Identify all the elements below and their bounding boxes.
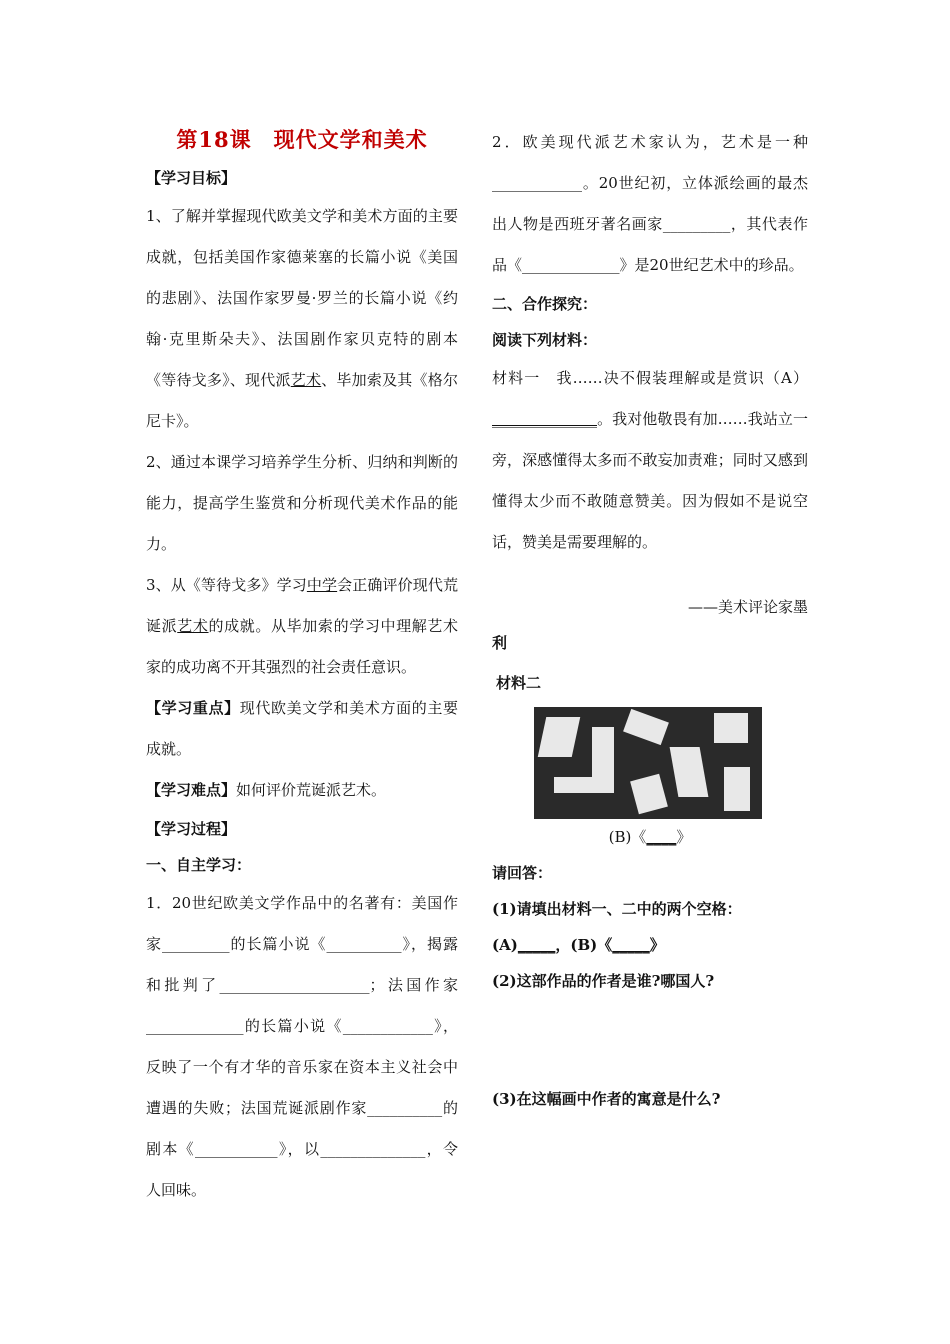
link-art[interactable]: 艺术	[290, 371, 322, 389]
self-study-heading: 一、自主学习：	[146, 856, 252, 874]
goal-1: 1、了解并掌握现代欧美文学和美术方面的主要成就，包括美国作家德莱塞的长篇小说《美国的悲剧》、法国作家罗曼·罗兰的长篇小说《约翰·克里斯朵夫》、法国剧作家贝克特的剧本《等待戈多》、现代派艺术、毕加索及其《格尔尼卡》。	[146, 207, 458, 430]
coop-heading: 二、合作探究：	[492, 295, 598, 313]
guernica-image	[534, 707, 762, 819]
read-instruction: 阅读下列材料：	[492, 331, 598, 349]
answer-prompt: 请回答：	[492, 864, 553, 882]
material-2-label: 材料二	[496, 674, 542, 692]
difficulty: 【学习难点】如何评价荒诞派艺术。	[146, 781, 387, 799]
answer-1: (1)请填出材料一、二中的两个空格：	[492, 900, 742, 918]
question-1: 1．20世纪欧美文学作品中的名著有：美国作家_________的长篇小说《__________》，揭露和批判了____________________；法国作家_____________的长篇小说《____________》，反映了一个有才华的音乐家在资本主义社会中遭遇的失败；法国荒诞派剧作家__________的剧本《___________》，以______________，令人回味。	[146, 894, 458, 1199]
key-point: 【学习重点】现代欧美文学和美术方面的主要成就。	[146, 699, 458, 758]
material-1: 材料一 我……决不假装理解或是赏识（A）______________。我对他敬畏有加……我站立一旁，深感懂得太多而不敢妄加责难；同时又感到懂得太少而不敢随意赞美。因为假如不是说空话，赞美是需要理解的。	[492, 369, 808, 551]
goal-heading: 【学习目标】	[146, 169, 237, 187]
goal-3: 3、从《等待戈多》学习中学会正确评价现代荒诞派艺术的成就。从毕加索的学习中理解艺术家的成功离不开其强烈的社会责任意识。	[146, 576, 458, 676]
answer-2: (2)这部作品的作者是谁?哪国人?	[492, 972, 715, 990]
page-title: 第18课 现代文学和美术	[176, 127, 428, 152]
right-column	[492, 122, 808, 1117]
critic-signature-cont: 利	[492, 634, 508, 652]
answer-3: (3)在这幅画中作者的寓意是什么?	[492, 1090, 721, 1108]
question-2: 2．欧美现代派艺术家认为，艺术是一种____________。20世纪初，立体派绘画的最杰出人物是西班牙著名画家_________，其代表作品《_____________》是20世纪艺术中的珍品。	[492, 133, 808, 274]
image-caption: (B)《____》	[608, 828, 692, 846]
left-column	[146, 118, 458, 1211]
process-heading: 【学习过程】	[146, 820, 237, 838]
goal-2: 2、通过本课学习培养学生分析、归纳和判断的能力，提高学生鉴赏和分析现代美术作品的能力。	[146, 453, 458, 553]
link-art-2[interactable]: 艺术	[177, 617, 209, 635]
critic-signature: ——美术评论家墨	[687, 598, 808, 616]
link-middle-school[interactable]: 中学	[306, 576, 338, 594]
answer-1-blanks: (A)_____，(B)《_____》	[492, 936, 665, 954]
